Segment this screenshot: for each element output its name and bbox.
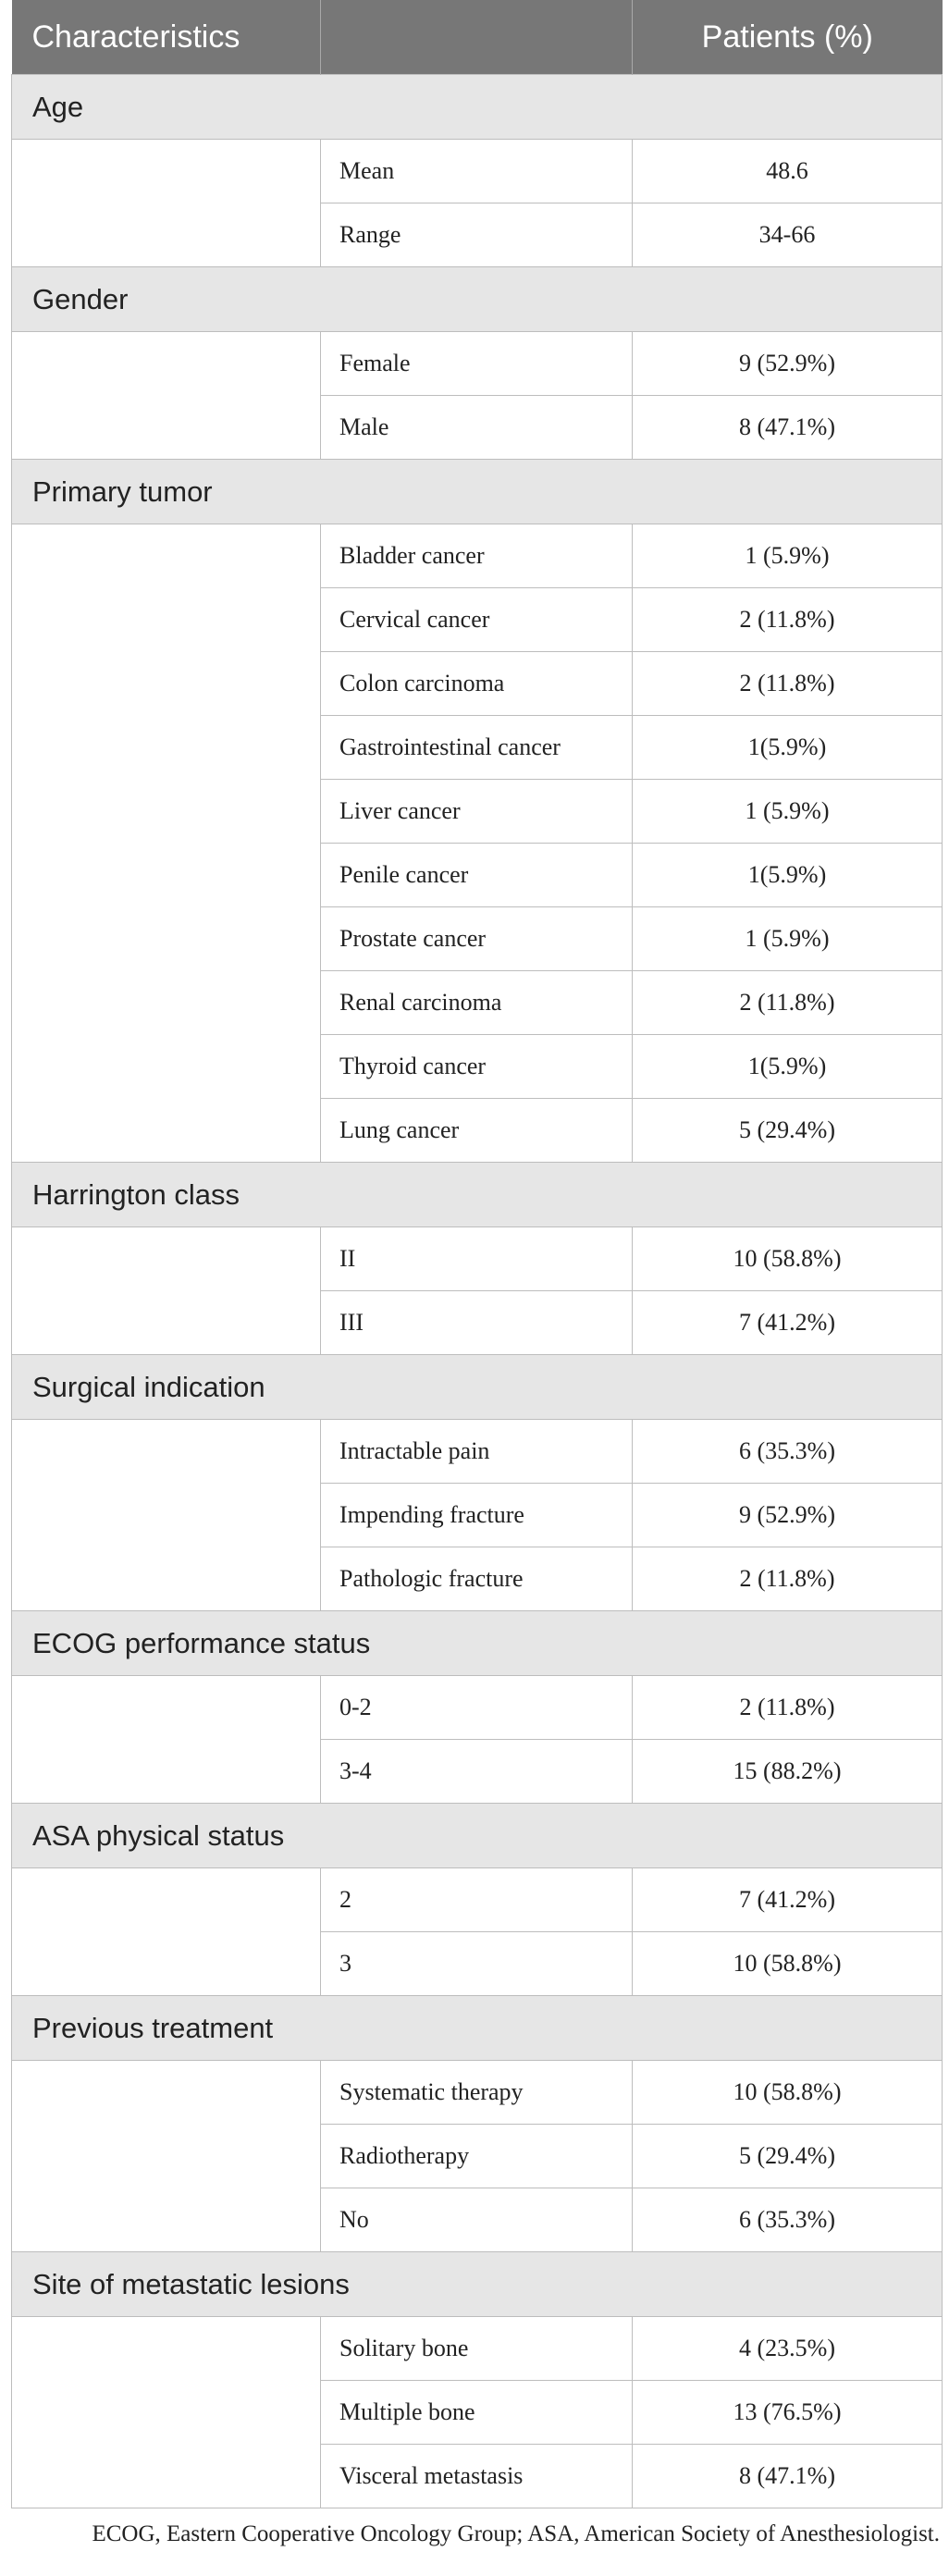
table-row bbox=[12, 524, 943, 588]
empty-cell bbox=[12, 524, 321, 588]
row-value: 10 (58.8%) bbox=[633, 2061, 943, 2125]
row-label: Multiple bone bbox=[321, 2381, 633, 2445]
row-label: Mean bbox=[321, 140, 633, 203]
section-title: Site of metastatic lesions bbox=[12, 2252, 943, 2317]
empty-cell bbox=[12, 716, 321, 780]
table-header-row bbox=[12, 0, 943, 75]
table-row bbox=[12, 1932, 943, 1996]
row-label: III bbox=[321, 1291, 633, 1355]
section-title: Age bbox=[12, 75, 943, 140]
table-row bbox=[12, 907, 943, 971]
row-value: 34-66 bbox=[633, 203, 943, 267]
row-label: 0-2 bbox=[321, 1676, 633, 1740]
section-title: Surgical indication bbox=[12, 1355, 943, 1420]
empty-cell bbox=[12, 203, 321, 267]
section-title: Gender bbox=[12, 267, 943, 332]
row-label: 2 bbox=[321, 1868, 633, 1932]
row-value: 2 (11.8%) bbox=[633, 588, 943, 652]
table-row bbox=[12, 332, 943, 396]
empty-cell bbox=[12, 1099, 321, 1163]
empty-cell bbox=[12, 332, 321, 396]
table-row bbox=[12, 1740, 943, 1804]
empty-cell bbox=[12, 1676, 321, 1740]
table-row bbox=[12, 2188, 943, 2252]
empty-cell bbox=[12, 1932, 321, 1996]
table-row bbox=[12, 971, 943, 1035]
empty-cell bbox=[12, 907, 321, 971]
empty-cell bbox=[12, 844, 321, 907]
row-label: 3-4 bbox=[321, 1740, 633, 1804]
empty-cell bbox=[12, 971, 321, 1035]
row-value: 2 (11.8%) bbox=[633, 1547, 943, 1611]
table-row bbox=[12, 2381, 943, 2445]
row-label: II bbox=[321, 1227, 633, 1291]
empty-cell bbox=[12, 140, 321, 203]
empty-cell bbox=[12, 1035, 321, 1099]
table-row bbox=[12, 1676, 943, 1740]
row-value: 2 (11.8%) bbox=[633, 971, 943, 1035]
table-row bbox=[12, 1291, 943, 1355]
row-label: Systematic therapy bbox=[321, 2061, 633, 2125]
table-footnote: ECOG, Eastern Cooperative Oncology Group; ASA, American Society of Anesthesiologist. bbox=[92, 2521, 940, 2546]
row-label: No bbox=[321, 2188, 633, 2252]
table-body bbox=[12, 75, 943, 2508]
empty-cell bbox=[12, 1547, 321, 1611]
table-row bbox=[12, 1227, 943, 1291]
row-label: Thyroid cancer bbox=[321, 1035, 633, 1099]
section-row bbox=[12, 1355, 943, 1420]
row-label: Renal carcinoma bbox=[321, 971, 633, 1035]
empty-cell bbox=[12, 1484, 321, 1547]
row-label: Visceral metastasis bbox=[321, 2445, 633, 2508]
section-row bbox=[12, 1996, 943, 2061]
row-value: 1(5.9%) bbox=[633, 844, 943, 907]
row-value: 1 (5.9%) bbox=[633, 907, 943, 971]
section-row bbox=[12, 1611, 943, 1676]
header-blank bbox=[321, 0, 633, 75]
empty-cell bbox=[12, 1868, 321, 1932]
row-value: 15 (88.2%) bbox=[633, 1740, 943, 1804]
section-title: Primary tumor bbox=[12, 460, 943, 524]
section-row bbox=[12, 460, 943, 524]
empty-cell bbox=[12, 2188, 321, 2252]
row-value: 1(5.9%) bbox=[633, 716, 943, 780]
row-value: 10 (58.8%) bbox=[633, 1932, 943, 1996]
row-label: Liver cancer bbox=[321, 780, 633, 844]
row-label: Pathologic fracture bbox=[321, 1547, 633, 1611]
table-row bbox=[12, 2125, 943, 2188]
row-value: 9 (52.9%) bbox=[633, 332, 943, 396]
row-label: Gastrointestinal cancer bbox=[321, 716, 633, 780]
empty-cell bbox=[12, 396, 321, 460]
table-row bbox=[12, 1868, 943, 1932]
table-row bbox=[12, 2445, 943, 2508]
row-label: Female bbox=[321, 332, 633, 396]
header-patients-percent: Patients (%) bbox=[633, 0, 943, 75]
row-value: 48.6 bbox=[633, 140, 943, 203]
row-value: 6 (35.3%) bbox=[633, 1420, 943, 1484]
section-row bbox=[12, 2252, 943, 2317]
row-value: 6 (35.3%) bbox=[633, 2188, 943, 2252]
table-row bbox=[12, 1035, 943, 1099]
row-label: Penile cancer bbox=[321, 844, 633, 907]
row-value: 8 (47.1%) bbox=[633, 2445, 943, 2508]
table-row bbox=[12, 716, 943, 780]
section-title: Previous treatment bbox=[12, 1996, 943, 2061]
table-row bbox=[12, 652, 943, 716]
empty-cell bbox=[12, 1227, 321, 1291]
row-value: 1(5.9%) bbox=[633, 1035, 943, 1099]
table-row bbox=[12, 2317, 943, 2381]
empty-cell bbox=[12, 1740, 321, 1804]
row-value: 7 (41.2%) bbox=[633, 1868, 943, 1932]
table-row bbox=[12, 1099, 943, 1163]
row-value: 5 (29.4%) bbox=[633, 2125, 943, 2188]
row-value: 5 (29.4%) bbox=[633, 1099, 943, 1163]
table-row bbox=[12, 780, 943, 844]
row-label: Bladder cancer bbox=[321, 524, 633, 588]
row-value: 8 (47.1%) bbox=[633, 396, 943, 460]
empty-cell bbox=[12, 2317, 321, 2381]
table-row bbox=[12, 396, 943, 460]
empty-cell bbox=[12, 652, 321, 716]
row-label: Intractable pain bbox=[321, 1420, 633, 1484]
empty-cell bbox=[12, 780, 321, 844]
row-label: Range bbox=[321, 203, 633, 267]
row-value: 4 (23.5%) bbox=[633, 2317, 943, 2381]
row-label: Impending fracture bbox=[321, 1484, 633, 1547]
section-title: Harrington class bbox=[12, 1163, 943, 1227]
row-value: 1 (5.9%) bbox=[633, 780, 943, 844]
table-row bbox=[12, 2061, 943, 2125]
row-label: Prostate cancer bbox=[321, 907, 633, 971]
row-label: Male bbox=[321, 396, 633, 460]
row-label: Solitary bone bbox=[321, 2317, 633, 2381]
section-row bbox=[12, 1804, 943, 1868]
table-row bbox=[12, 203, 943, 267]
empty-cell bbox=[12, 588, 321, 652]
row-label: 3 bbox=[321, 1932, 633, 1996]
empty-cell bbox=[12, 2445, 321, 2508]
row-label: Colon carcinoma bbox=[321, 652, 633, 716]
section-row bbox=[12, 75, 943, 140]
row-value: 7 (41.2%) bbox=[633, 1291, 943, 1355]
row-value: 13 (76.5%) bbox=[633, 2381, 943, 2445]
empty-cell bbox=[12, 2125, 321, 2188]
row-value: 2 (11.8%) bbox=[633, 1676, 943, 1740]
empty-cell bbox=[12, 2381, 321, 2445]
empty-cell bbox=[12, 1291, 321, 1355]
section-title: ASA physical status bbox=[12, 1804, 943, 1868]
row-value: 9 (52.9%) bbox=[633, 1484, 943, 1547]
table-row bbox=[12, 140, 943, 203]
row-label: Radiotherapy bbox=[321, 2125, 633, 2188]
row-value: 2 (11.8%) bbox=[633, 652, 943, 716]
section-row bbox=[12, 267, 943, 332]
table-row bbox=[12, 1484, 943, 1547]
row-value: 10 (58.8%) bbox=[633, 1227, 943, 1291]
patient-characteristics-table bbox=[11, 0, 943, 2508]
row-label: Cervical cancer bbox=[321, 588, 633, 652]
table-row bbox=[12, 1547, 943, 1611]
section-title: ECOG performance status bbox=[12, 1611, 943, 1676]
table-row bbox=[12, 588, 943, 652]
section-row bbox=[12, 1163, 943, 1227]
characteristics-table-container bbox=[11, 0, 942, 2547]
table-row bbox=[12, 1420, 943, 1484]
table-row bbox=[12, 844, 943, 907]
row-label: Lung cancer bbox=[321, 1099, 633, 1163]
row-value: 1 (5.9%) bbox=[633, 524, 943, 588]
empty-cell bbox=[12, 1420, 321, 1484]
header-characteristics: Characteristics bbox=[12, 0, 321, 75]
empty-cell bbox=[12, 2061, 321, 2125]
